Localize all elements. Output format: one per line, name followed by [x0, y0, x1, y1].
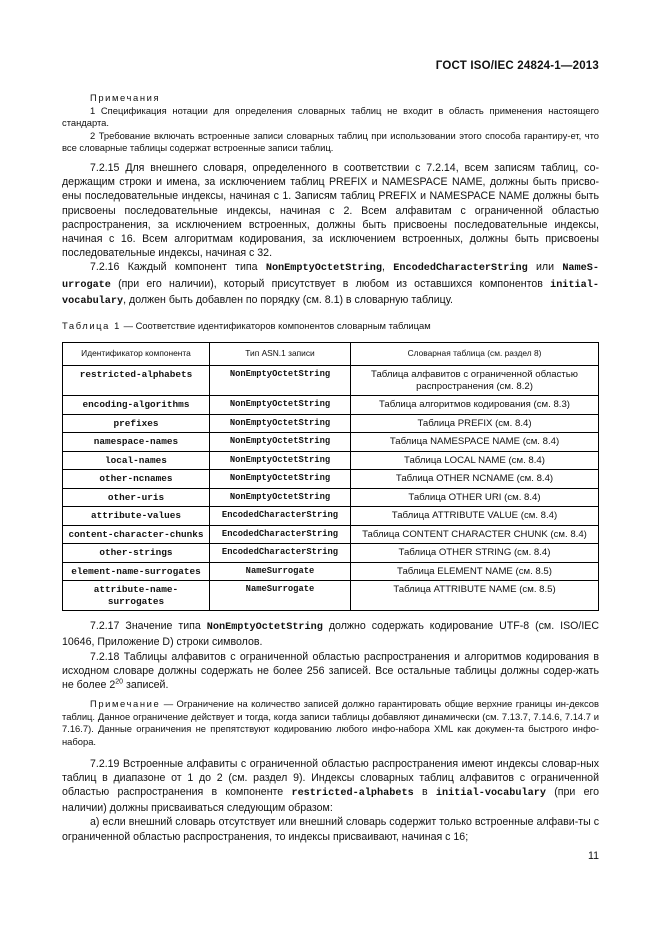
- text-run: 7.2.16 Каждый компонент типа: [90, 261, 266, 274]
- text-run: должно содержать кодирование UTF-8 (см. ISO/IEC 10646, Приложение D) строки символов.: [62, 620, 599, 649]
- vocab-table-cell: Таблица PREFIX (см. 8.4): [351, 414, 599, 433]
- asn-type-cell: NameSurrogate: [210, 581, 351, 611]
- code-term: restricted-alphabets: [291, 788, 414, 799]
- vocab-table-cell: Таблица CONTENT CHARACTER CHUNK (см. 8.4): [351, 525, 599, 544]
- asn-type-cell: NonEmptyOctetString: [210, 488, 351, 507]
- asn-type-cell: EncodedCharacterString: [210, 507, 351, 526]
- note-limit: [62, 698, 599, 748]
- text-run: (при его наличии), который присутствует в любом из оставшихся компонентов: [110, 277, 551, 290]
- component-id-cell: attribute-name-surrogates: [63, 581, 210, 611]
- clause-7-2-16: [62, 260, 599, 309]
- text-run: в: [413, 786, 436, 798]
- table-caption: [62, 319, 599, 333]
- clause-7-2-19: [62, 757, 599, 816]
- code-term: EncodedCharacterString: [393, 263, 528, 275]
- note-label: Примечание: [90, 698, 161, 710]
- column-header: Словарная таблица (см. раздел 8): [351, 343, 599, 366]
- component-id-cell: other-strings: [63, 544, 210, 563]
- table-row: [63, 366, 599, 396]
- table-row: [63, 414, 599, 433]
- component-id-cell: element-name-surrogates: [63, 562, 210, 581]
- asn-type-cell: NameSurrogate: [210, 562, 351, 581]
- vocab-table-cell: Таблица ELEMENT NAME (см. 8.5): [351, 562, 599, 581]
- component-id-cell: encoding-algorithms: [63, 396, 210, 415]
- vocab-table-cell: Таблица алгоритмов кодирования (см. 8.3): [351, 396, 599, 415]
- column-header: Идентификатор компонента: [63, 343, 210, 366]
- asn-type-cell: NonEmptyOctetString: [210, 366, 351, 396]
- table-row: [63, 525, 599, 544]
- component-id-cell: attribute-values: [63, 507, 210, 526]
- notes-title: Примечания: [90, 92, 161, 103]
- clause-7-2-15: 7.2.15 Для внешнего словаря, определенного в соответствии с 7.2.14, всем записям таблиц, со-держащим строки и имена, за исключением таблиц PREFIX и NAMESPACE NAME, должны быть присво-ены последовательные индексы, начиная с 1. Записям таблиц PREFIX и NAMESPACE NAME должны быть присвоены последовательные индексы, начиная с 2. Всем алфавитам с ограниченной областью распространения, за исключением встроенных, должны быть присвоены последовательные индексы, начиная с 16. Всем алгоритмам кодирования, за исключением встроенных, должны быть присвоены последовательные индексы, начиная с 32.: [62, 161, 599, 260]
- column-header: Тип ASN.1 записи: [210, 343, 351, 366]
- table-row: [63, 433, 599, 452]
- mapping-table: [62, 342, 599, 611]
- component-id-cell: other-ncnames: [63, 470, 210, 489]
- vocab-table-cell: Таблица алфавитов с ограниченной областью распространения (см. 8.2): [351, 366, 599, 396]
- asn-type-cell: EncodedCharacterString: [210, 525, 351, 544]
- component-id-cell: prefixes: [63, 414, 210, 433]
- text-run: 7.2.18 Таблицы алфавитов с ограниченной областью распространения и алгоритмов кодирования в исходном словаре должны содержать не более 256 записей. Все остальные таблицы должны содер-жать не более 2: [62, 650, 599, 692]
- asn-type-cell: NonEmptyOctetString: [210, 433, 351, 452]
- table-row: [63, 507, 599, 526]
- code-term: initial-vocabulary: [62, 279, 599, 307]
- clause-7-2-18: [62, 650, 599, 693]
- table-row: [63, 562, 599, 581]
- asn-type-cell: NonEmptyOctetString: [210, 414, 351, 433]
- list-item-a: а) если внешний словарь отсутствует или внешний словарь содержит только встроенные алфави-ты с ограниченной областью распространения, то индексы присваивают, начиная с 16;: [62, 816, 599, 843]
- text-run: ,: [382, 261, 394, 274]
- vocab-table-cell: Таблица OTHER STRING (см. 8.4): [351, 544, 599, 563]
- note-2: 2 Требование включать встроенные записи словарных таблиц при использовании этого способа гарантиру-ет, что все словарные таблицы содержат встроенные записи таблиц.: [62, 129, 599, 154]
- text-run: или: [527, 261, 563, 274]
- component-id-cell: namespace-names: [63, 433, 210, 452]
- text-run: 7.2.17 Значение типа: [90, 620, 207, 633]
- table-row: [63, 488, 599, 507]
- notes-block: [62, 92, 599, 155]
- text-run: записей.: [123, 679, 169, 692]
- clause-7-2-17: [62, 619, 599, 649]
- asn-type-cell: EncodedCharacterString: [210, 544, 351, 563]
- page-number: 11: [588, 850, 599, 862]
- vocab-table-cell: Таблица OTHER URI (см. 8.4): [351, 488, 599, 507]
- note-1: 1 Спецификация нотации для определения словарных таблиц не входит в область применения настоящего стандарта.: [62, 104, 599, 129]
- component-id-cell: content-character-chunks: [63, 525, 210, 544]
- page-content: [62, 92, 599, 844]
- table-row: [63, 470, 599, 489]
- component-id-cell: other-uris: [63, 488, 210, 507]
- note-text: — Ограничение на количество записей должно гарантировать общие верхние границы ин-дексов таблиц. Данное ограничение действует и тогда, когда записи таблицы добавляют динамически (см. 7.13.7, 7.14.6, 7.14.7 и 7.16.7). Данные ограничения не препятствуют кодированию любого инфо-набора XML как докумен-та быстрого инфо-набора.: [62, 698, 599, 747]
- table-header-row: [63, 343, 599, 366]
- asn-type-cell: NonEmptyOctetString: [210, 451, 351, 470]
- table-body: [63, 366, 599, 611]
- component-id-cell: restricted-alphabets: [63, 366, 210, 396]
- code-term: initial-vocabulary: [435, 788, 546, 799]
- table-row: [63, 581, 599, 611]
- superscript: 20: [115, 678, 124, 686]
- code-term: NonEmptyOctetString: [265, 263, 382, 275]
- vocab-table-cell: Таблица ATTRIBUTE VALUE (см. 8.4): [351, 507, 599, 526]
- text-run: (при его наличии) должны присваиваться следующим образом:: [62, 786, 600, 815]
- table-caption-text: — Соответствие идентификаторов компонентов словарным таблицам: [120, 320, 431, 331]
- vocab-table-cell: Таблица ATTRIBUTE NAME (см. 8.5): [351, 581, 599, 611]
- vocab-table-cell: Таблица NAMESPACE NAME (см. 8.4): [351, 433, 599, 452]
- text-run: , должен быть добавлен по порядку (см. 8.1) в словарную таблицу.: [123, 293, 453, 306]
- table-caption-label: Таблица 1: [62, 320, 121, 331]
- vocab-table-cell: Таблица OTHER NCNAME (см. 8.4): [351, 470, 599, 489]
- asn-type-cell: NonEmptyOctetString: [210, 396, 351, 415]
- asn-type-cell: NonEmptyOctetString: [210, 470, 351, 489]
- code-term: NameS-urrogate: [62, 263, 599, 291]
- table-row: [63, 396, 599, 415]
- document-header: ГОСТ ISO/IEC 24824-1—2013: [435, 60, 599, 72]
- vocab-table-cell: Таблица LOCAL NAME (см. 8.4): [351, 451, 599, 470]
- text-run: 7.2.19 Встроенные алфавиты с ограниченной областью распространения имеют индексы словар-ных таблиц в диапазоне от 1 до 2 (см. раздел 9). Индексы словарных таблиц алфавитов с ограниченной областью распространения в компоненте: [62, 757, 599, 798]
- component-id-cell: local-names: [63, 451, 210, 470]
- table-row: [63, 451, 599, 470]
- code-term: NonEmptyOctetString: [206, 622, 323, 634]
- table-row: [63, 544, 599, 563]
